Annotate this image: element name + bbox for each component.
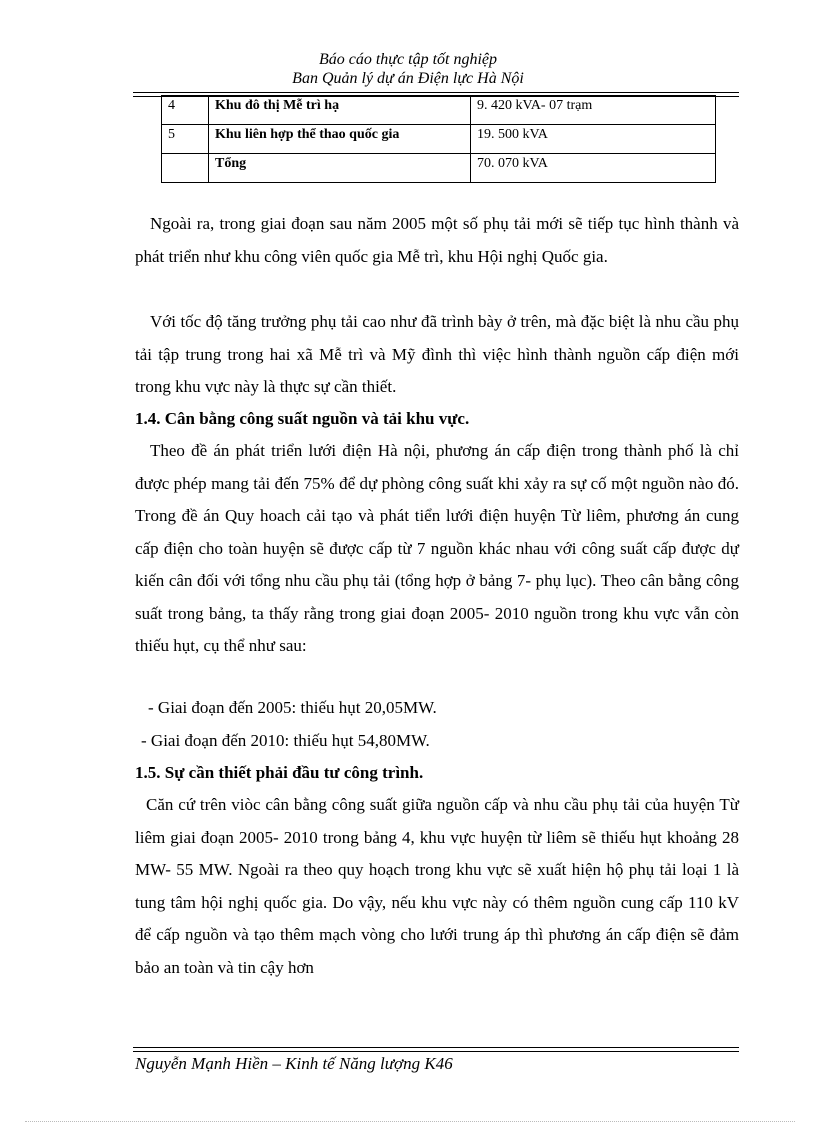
load-table	[161, 95, 716, 183]
header-report-title: Báo cáo thực tập tốt nghiệp	[318, 51, 498, 68]
list-item: - Giai đoạn đến 2005: thiếu hụt 20,05MW.	[148, 698, 437, 717]
page-header	[0, 50, 816, 88]
paragraph-4: Căn cứ trên viòc cân bằng công suất giữa nguồn cấp và nhu cầu phụ tải của huyện Từ liêm giai đoạn 2005- 2010 trong bảng 4, khu vực huyện từ liêm sẽ thiếu hụt khoảng 28 MW- 55 MW. Ngoài ra theo quy hoạch trong khu vực sẽ xuất hiện hộ phụ tải loại 1 là tung tâm hội nghị quốc gia. Do vậy, nếu khu vực này có thêm nguồn cung cấp 110 kV để cấp nguồn và tạo thêm mạch vòng cho lưới trung áp thì phương án cấp điện sẽ đảm bảo an toàn và tin cậy hơn	[135, 795, 739, 977]
page-footer-author: Nguyễn Mạnh Hiền – Kinh tế Năng lượng K46	[135, 1054, 453, 1073]
table-cell-no: 4	[162, 96, 209, 125]
table-cell-no	[162, 154, 209, 183]
table-cell-value: 19. 500 kVA	[471, 125, 716, 154]
table-cell-name: Tổng	[209, 154, 471, 183]
paragraph-2: Với tốc độ tăng trưởng phụ tải cao như đã trình bày ở trên, mà đặc biệt là nhu cầu phụ tải tập trung trong hai xã Mễ trì và Mỹ đình thì việc hình thành nguồn cấp điện mới trong khu vực này là thực sự cần thiết.	[135, 312, 739, 396]
footer-double-rule	[133, 1047, 739, 1052]
paragraph-1: Ngoài ra, trong giai đoạn sau năm 2005 một số phụ tải mới sẽ tiếp tục hình thành và phát triển như khu công viên quốc gia Mễ trì, khu Hội nghị Quốc gia.	[135, 214, 739, 266]
table-cell-name: Khu đô thị Mễ trì hạ	[209, 96, 471, 125]
table-cell-name: Khu liên hợp thể thao quốc gia	[209, 125, 471, 154]
section-heading-1-5: 1.5. Sự cần thiết phải đầu tư công trình.	[135, 763, 424, 782]
table-row	[162, 96, 716, 125]
section-heading-1-4: 1.4. Cân bằng công suất nguồn và tải khu vực.	[135, 409, 470, 428]
list-item: - Giai đoạn đến 2010: thiếu hụt 54,80MW.	[141, 731, 430, 750]
table-cell-value: 9. 420 kVA- 07 trạm	[471, 96, 716, 125]
table-cell-value: 70. 070 kVA	[471, 154, 716, 183]
table-row	[162, 154, 716, 183]
table-row	[162, 125, 716, 154]
page-edge-dotted-line	[25, 1121, 795, 1122]
table-cell-no: 5	[162, 125, 209, 154]
header-organization: Ban Quản lý dự án Điện lực Hà Nội	[292, 70, 524, 87]
paragraph-3: Theo đề án phát triển lưới điện Hà nội, phương án cấp điện trong thành phố là chỉ được phép mang tải đến 75% để dự phòng công suất khi xảy ra sự cố một nguồn nào đó. Trong đề án Quy hoach cải tạo và phát tiển lưới điện huyện Từ liêm, phương án cung cấp điện cho toàn huyện sẽ được cấp từ 7 nguồn khác nhau với công suất cấp được dự kiến cân đối với tổng nhu cầu phụ tải (tổng hợp ở bảng 7- phụ lục). Theo cân bằng công suất trong bảng, ta thấy rằng trong giai đoạn 2005- 2010 nguồn trong khu vực vẫn còn thiếu hụt, cụ thể như sau:	[135, 441, 739, 655]
